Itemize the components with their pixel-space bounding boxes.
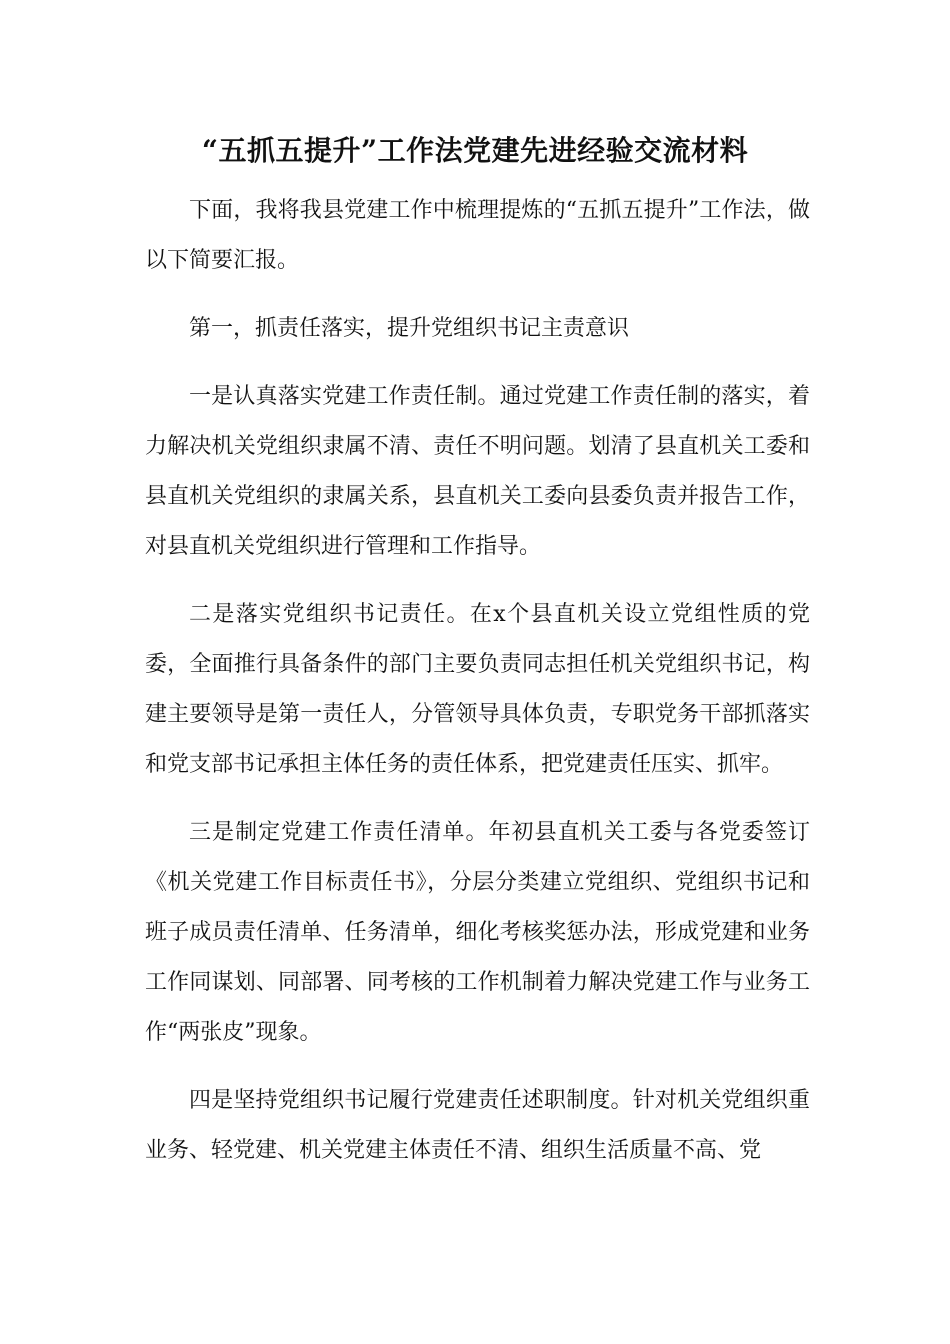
section-heading-first: 第一，抓责任落实，提升党组织书记主责意识 bbox=[189, 316, 630, 341]
document-body bbox=[145, 186, 810, 1194]
paragraph-intro: 下面，我将我县党建工作中梳理提炼的“五抓五提升”工作法，做以下简要汇报。 bbox=[145, 198, 810, 273]
paragraph-point-two: 二是落实党组织书记责任。在x个县直机关设立党组性质的党委，全面推行具备条件的部门主要负责同志担任机关党组织书记，构建主要领导是第一责任人，分管领导具体负责，专职党务干部抓落实和党支部书记承担主体任务的责任体系，把党建责任压实、抓牢。 bbox=[145, 602, 810, 777]
paragraph-point-three: 三是制定党建工作责任清单。年初县直机关工委与各党委签订《机关党建工作目标责任书》，分层分类建立党组织、党组织书记和班子成员责任清单、任务清单，细化考核奖惩办法，形成党建和业务工作同谋划、同部署、同考核的工作机制着力解决党建工作与业务工作“两张皮”现象。 bbox=[145, 820, 810, 1045]
document-title: “五抓五提升”工作法党建先进经验交流材料 bbox=[201, 134, 749, 167]
paragraph-point-one: 一是认真落实党建工作责任制。通过党建工作责任制的落实，着力解决机关党组织隶属不清、责任不明问题。划清了县直机关工委和县直机关党组织的隶属关系，县直机关工委向县委负责并报告工作，对县直机关党组织进行管理和工作指导。 bbox=[145, 384, 810, 559]
paragraph-point-four: 四是坚持党组织书记履行党建责任述职制度。针对机关党组织重业务、轻党建、机关党建主体责任不清、组织生活质量不高、党 bbox=[145, 1088, 810, 1163]
